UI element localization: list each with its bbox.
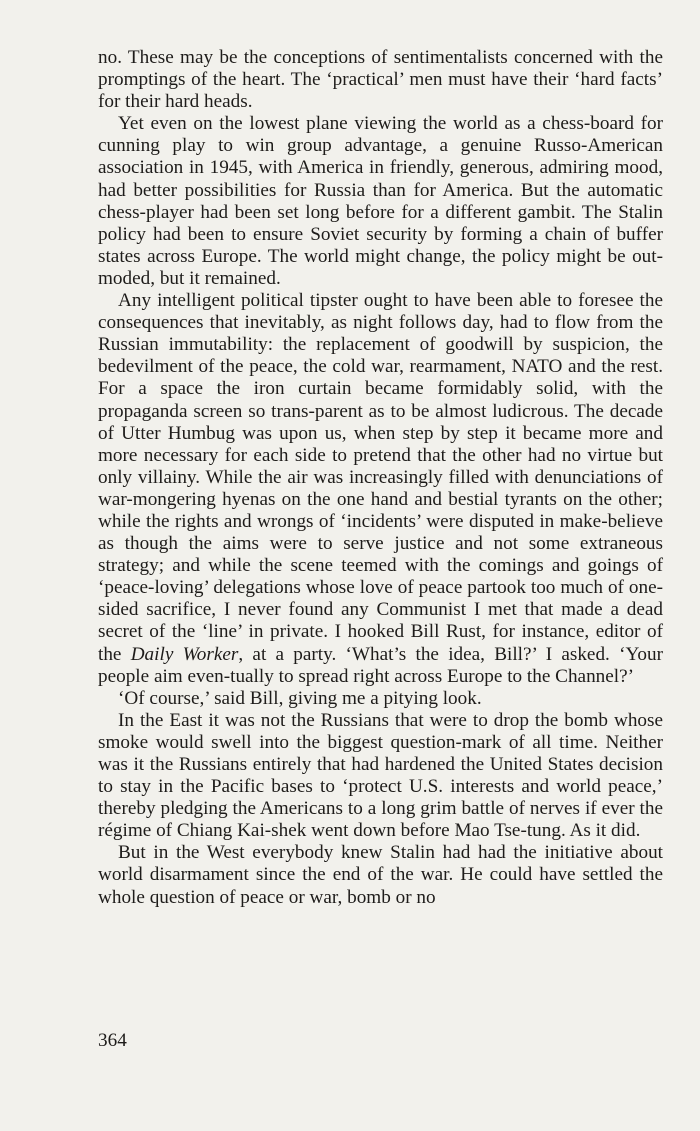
paragraph: [98, 290, 663, 688]
italic-text: Daily Worker: [130, 643, 239, 665]
text-run: no. These may be the conceptions of sentimentalists concerned with the promptings of the heart. The ‘practical’ men must have their ‘hard facts’ for their hard heads.: [98, 47, 663, 113]
text-run: , at a party. ‘What’s the idea, Bill?’ I asked. ‘Your people aim even-tually to spread right across Europe to the Channel?’: [98, 643, 663, 687]
text-run: Any intelligent political tipster ought to have been able to foresee the consequences that inevitably, as night follows day, had to flow from the Russian immutability: the replacement of goodwill by suspicion, the bedevilment of the peace, the cold war, rearmament, NATO and the rest. For a space the iron curtain became formidably solid, with the propaganda screen so trans-parent as to be almost ludicrous. The decade of Utter Humbug was upon us, when step by step it became more and more necessary for each side to pretend that the other had no virtue but only villainy. While the air was increasingly filled with denunciations of war-mongering hyenas on the one hand and bestial tyrants on the other; while the rights and wrongs of ‘incidents’ were disputed in make-believe as though the aims were to serve justice and not some extraneous strategy; and while the scene teemed with the comings and goings of ‘peace-loving’ delegations whose love of peace partook too much of one-sided sacrifice, I never found any Communist I met that made a dead secret of the ‘line’ in private. I hooked Bill Rust, for instance, editor of the: [98, 290, 663, 665]
text-run: In the East it was not the Russians that were to drop the bomb whose smoke would swell into the biggest question-mark of all time. Neither was it the Russians entirely that had hardened the United States decision to stay in the Pacific bases to ‘protect U.S. interests and world peace,’ thereby pledging the Americans to a long grim battle of nerves if ever the régime of Chiang Kai-shek went down before Mao Tse-tung. As it did.: [98, 709, 663, 842]
paragraph: [98, 47, 663, 113]
paragraph: [98, 688, 663, 710]
text-run: ‘Of course,’ said Bill, giving me a pitying look.: [118, 687, 482, 709]
paragraph: [98, 113, 663, 290]
text-run: But in the West everybody knew Stalin had had the initiative about world disarmament since the end of the war. He could have settled the whole question of peace or war, bomb or no: [98, 842, 663, 908]
page-number: 364: [98, 1030, 127, 1051]
text-run: Yet even on the lowest plane viewing the world as a chess-board for cunning play to win group advantage, a genuine Russo-American association in 1945, with America in friendly, generous, admiring mood, had better possibilities for Russia than for America. But the automatic chess-player had been set long before for a different gambit. The Stalin policy had been to ensure Soviet security by forming a chain of buffer states across Europe. The world might change, the policy might be out-moded, but it remained.: [98, 113, 663, 289]
paragraph: [98, 842, 663, 908]
body-text: [98, 47, 663, 909]
paragraph: [98, 710, 663, 843]
